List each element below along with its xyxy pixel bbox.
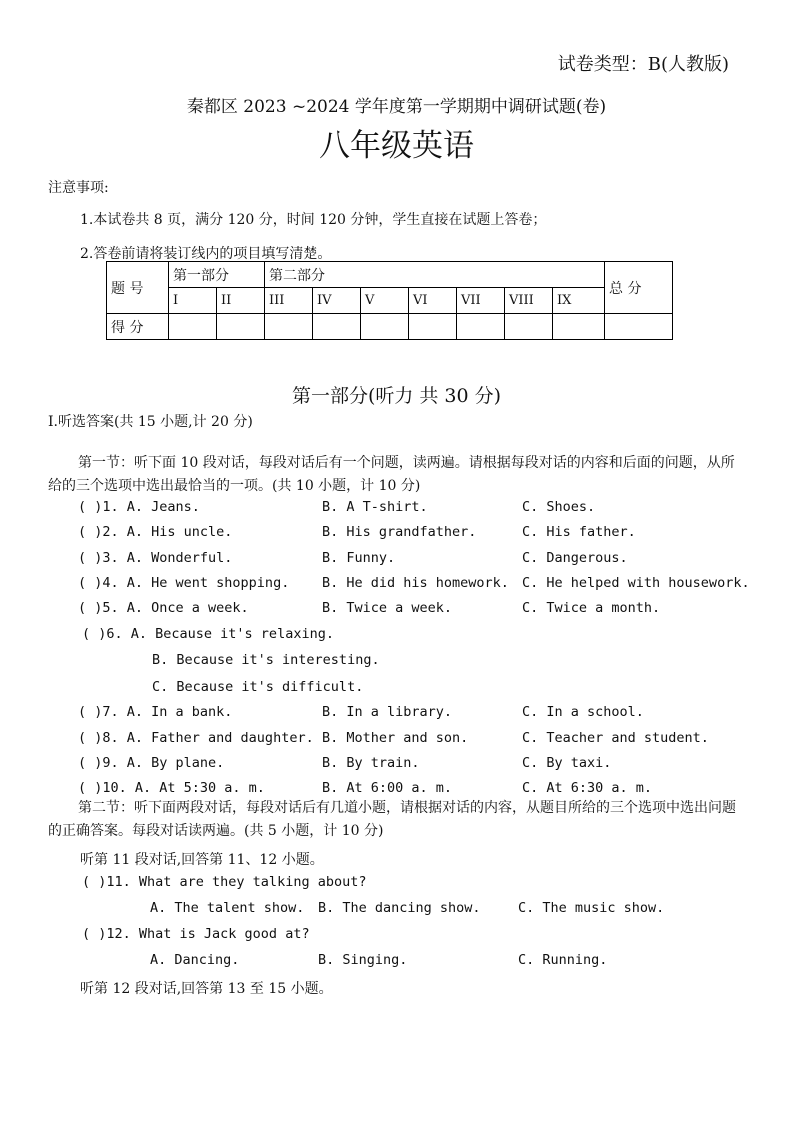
question-stem: ( )12. What is Jack good at? [82,926,310,942]
score-cell[interactable] [313,314,361,340]
option-c: C. Shoes. [522,499,596,515]
score-cell-total[interactable] [605,314,673,340]
question-stem-a: ( )3. A. Wonderful. [78,550,233,566]
option-c: C. Because it's difficult. [152,679,364,695]
option-b: B. Funny. [322,550,396,566]
option-c: C. Teacher and student. [522,730,709,746]
question-row [0,704,793,724]
question-row [0,730,793,750]
score-cell[interactable] [169,314,217,340]
score-table-roman: IV [313,288,361,314]
option-b: B. At 6:00 a. m. [322,780,453,796]
question-stem-a: ( )5. A. Once a week. [78,600,249,616]
option-b: B. Because it's interesting. [152,652,380,668]
option-b: B. He did his homework. [322,575,509,591]
option-c: C. By taxi. [522,755,612,771]
listen-instruction-11: 听第 11 段对话,回答第 11、12 小题。 [80,852,324,868]
score-cell[interactable] [409,314,457,340]
question-stem-a: ( )10. A. At 5:30 a. m. [78,780,265,796]
score-table-roman: IX [553,288,605,314]
question-row [0,900,793,920]
score-cell[interactable] [217,314,265,340]
question-row [0,874,793,894]
score-cell[interactable] [361,314,409,340]
option-c: C. His father. [522,524,636,540]
question-stem-a: ( )4. A. He went shopping. [78,575,290,591]
question-row [0,755,793,775]
question-row [0,952,793,972]
section1-title: I.听选答案(共 15 小题,计 20 分) [48,414,253,430]
question-row [0,679,793,699]
score-table-roman: III [265,288,313,314]
notice-item-2: 2.答卷前请将装订线内的项目填写清楚。 [80,246,332,262]
exam-title: 八年级英语 [319,128,474,164]
option-c: C. In a school. [522,704,644,720]
question-row [0,575,793,595]
paper-type-label: 试卷类型：B(人教版) [557,54,729,75]
score-table-roman: VIII [505,288,553,314]
question-stem-a: ( )7. A. In a bank. [78,704,233,720]
option-b: B. In a library. [322,704,453,720]
option-b: B. His grandfather. [322,524,477,540]
part1-heading: 第一部分(听力 共 30 分) [291,385,502,407]
score-table-roman: VII [457,288,505,314]
notice-item-1: 1.本试卷共 8 页，满分 120 分，时间 120 分钟，学生直接在试题上答卷； [80,212,547,228]
option-b: B. By train. [322,755,420,771]
section1-instructions: 第一节：听下面 10 段对话，每段对话后有一个问题，读两遍。请根据每段对话的内容和后面的问题，从所给的三个选项中选出最恰当的一项。(共 10 小题，计 10 分) [48,455,735,494]
score-cell[interactable] [457,314,505,340]
score-cell[interactable] [553,314,605,340]
score-table-roman: VI [409,288,457,314]
notice-label: 注意事项: [48,180,109,196]
option-c: C. At 6:30 a. m. [522,780,653,796]
score-table-part2: 第二部分 [265,262,605,288]
question-stem-a: ( )6. A. Because it's relaxing. [82,626,334,642]
score-table-roman: I [169,288,217,314]
option-c: C. Running. [518,952,608,968]
option-c: C. He helped with housework. [522,575,750,591]
option-b: B. Twice a week. [322,600,453,616]
option-c: C. Dangerous. [522,550,628,566]
question-stem-a: ( )8. A. Father and daughter. [78,730,314,746]
question-row [0,499,793,519]
question-row [0,524,793,544]
question-row [0,926,793,946]
score-table-score-label: 得 分 [107,314,169,340]
score-table-roman: II [217,288,265,314]
option-a: A. The talent show. [150,900,305,916]
question-row [0,626,793,646]
score-table-total: 总 分 [605,262,673,314]
option-b: B. The dancing show. [318,900,481,916]
score-table [106,261,673,340]
listen-instruction-12: 听第 12 段对话,回答第 13 至 15 小题。 [80,981,333,997]
score-table-col-label: 题 号 [107,262,169,314]
option-c: C. The music show. [518,900,665,916]
question-row [0,600,793,620]
question-row [0,550,793,570]
question-stem-a: ( )2. A. His uncle. [78,524,233,540]
option-b: B. A T-shirt. [322,499,428,515]
option-b: B. Singing. [318,952,408,968]
score-cell[interactable] [505,314,553,340]
score-table-part1: 第一部分 [169,262,265,288]
exam-subtitle: 秦都区 2023 ~2024 学年度第一学期期中调研试题(卷) [186,97,607,117]
option-b: B. Mother and son. [322,730,469,746]
question-stem-a: ( )1. A. Jeans. [78,499,200,515]
question-stem-a: ( )9. A. By plane. [78,755,225,771]
option-c: C. Twice a month. [522,600,661,616]
question-row [0,652,793,672]
section2-instructions: 第二节：听下面两段对话，每段对话后有几道小题，请根据对话的内容，从题目所给的三个选项中选出问题的正确答案。每段对话读两遍。(共 5 小题，计 10 分) [48,800,736,839]
score-cell[interactable] [265,314,313,340]
option-a: A. Dancing. [150,952,240,968]
question-stem: ( )11. What are they talking about? [82,874,367,890]
score-table-roman: V [361,288,409,314]
